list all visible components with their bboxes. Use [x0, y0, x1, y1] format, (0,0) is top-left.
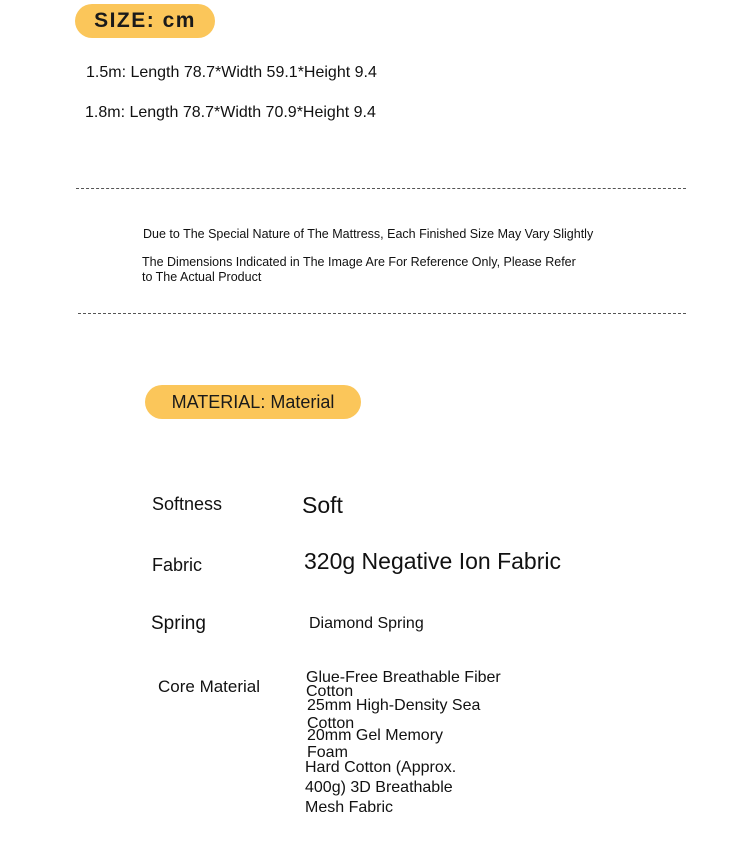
- value-softness: Soft: [302, 492, 343, 518]
- note-reference-line-1: The Dimensions Indicated in The Image Are For Reference Only, Please Refer: [142, 255, 576, 269]
- value-spring: Diamond Spring: [309, 615, 424, 632]
- size-header-text: SIZE: cm: [94, 9, 196, 32]
- core-line-6: Foam: [307, 744, 348, 761]
- divider-bottom: [78, 313, 686, 314]
- core-line-2: Cotton: [306, 683, 354, 700]
- label-fabric: Fabric: [152, 555, 203, 575]
- label-core-material: Core Material: [158, 677, 261, 696]
- label-softness: Softness: [152, 494, 223, 514]
- material-header-text: MATERIAL: Material: [171, 391, 335, 412]
- core-line-1: Glue-Free Breathable Fiber: [306, 669, 501, 686]
- label-spring: Spring: [151, 613, 206, 634]
- core-line-9: Mesh Fabric: [305, 799, 394, 816]
- core-line-8: 400g) 3D Breathable: [305, 779, 453, 796]
- divider-top: [76, 188, 686, 189]
- note-size-variation: Due to The Special Nature of The Mattress, Each Finished Size May Vary Slightly: [143, 227, 594, 241]
- size-line-1-8m: 1.8m: Length 78.7*Width 70.9*Height 9.4: [85, 104, 376, 121]
- material-header-pill: [145, 385, 361, 419]
- size-line-1-5m: 1.5m: Length 78.7*Width 59.1*Height 9.4: [86, 64, 377, 81]
- note-reference-line-2: to The Actual Product: [142, 270, 262, 284]
- core-line-7: Hard Cotton (Approx.: [305, 759, 457, 776]
- value-fabric: 320g Negative Ion Fabric: [304, 548, 561, 574]
- core-line-5: 20mm Gel Memory: [307, 727, 444, 744]
- core-line-4: Cotton: [307, 715, 355, 732]
- core-line-3: 25mm High-Density Sea: [307, 697, 481, 714]
- size-header-pill: [75, 4, 215, 38]
